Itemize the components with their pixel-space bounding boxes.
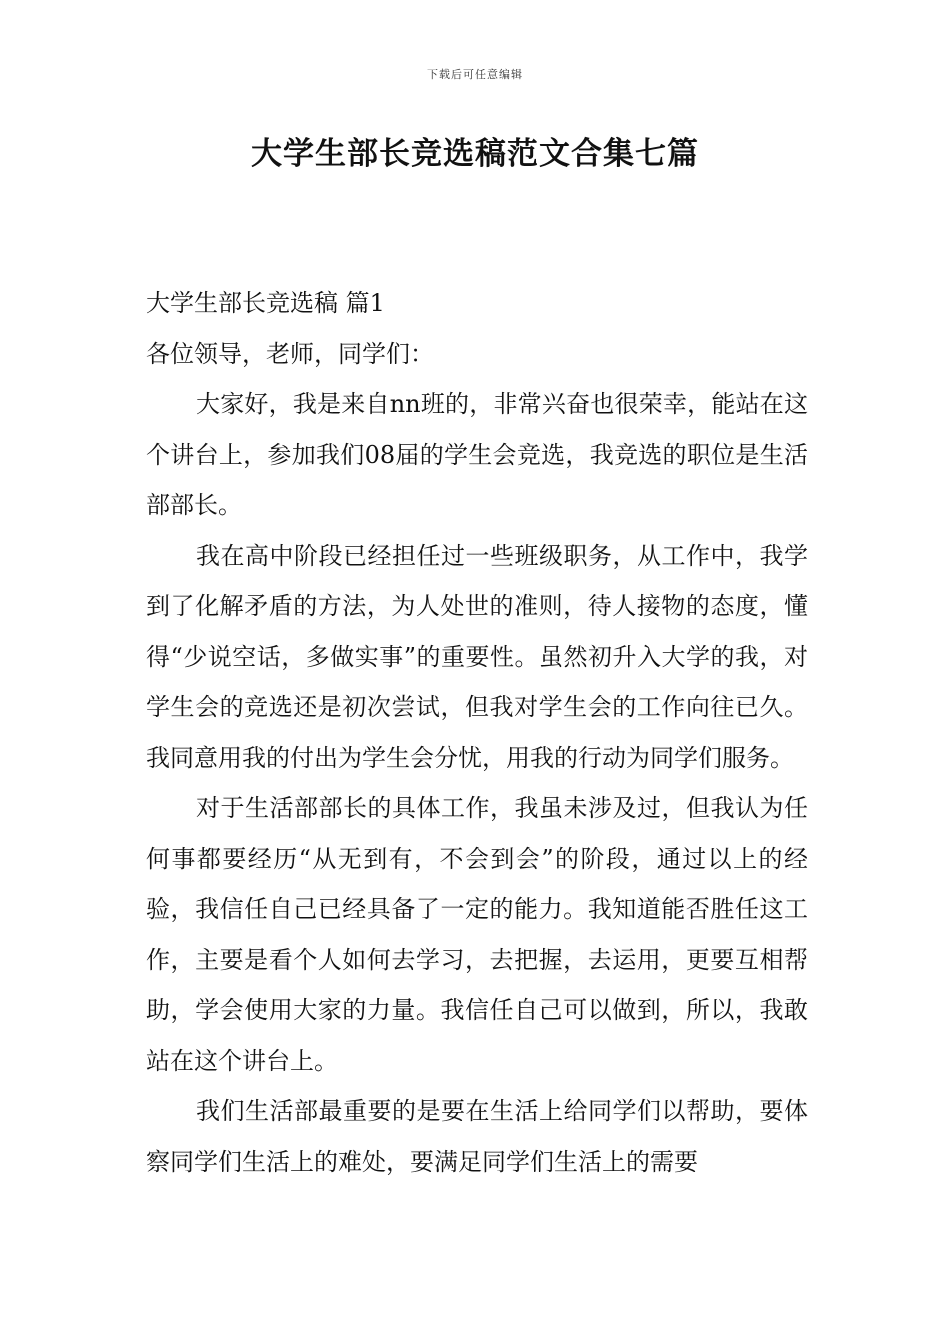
paragraph-2: 我在高中阶段已经担任过一些班级职务，从工作中，我学到了化解矛盾的方法，为人处世的准则，待人接物的态度，懂得“少说空话，多做实事”的重要性。虽然初升入大学的我，对学生会的竞选还是初次尝试，但我对学生会的工作向往已久。我同意用我的付出为学生会分忧，用我的行动为同学们服务。 [146,541,808,772]
paragraph-4: 我们生活部最重要的是要在生活上给同学们以帮助，要体察同学们生活上的难处，要满足同学们生活上的需要 [146,1097,808,1176]
paragraph-1: 大家好，我是来自nn班的，非常兴奋也很荣幸，能站在这个讲台上，参加我们08届的学生会竞选，我竞选的职位是生活部部长。 [146,390,808,519]
document-body [146,278,808,1187]
salutation: 各位领导，老师，同学们： [146,339,434,368]
section-heading: 大学生部长竞选稿 篇1 [146,289,385,317]
document-title: 大学生部长竞选稿范文合集七篇 [251,136,699,172]
header-note: 下载后可任意编辑 [427,68,523,81]
paragraph-3: 对于生活部部长的具体工作，我虽未涉及过，但我认为任何事都要经历“从无到有，不会到会”的阶段，通过以上的经验，我信任自己已经具备了一定的能力。我知道能否胜任这工作，主要是看个人如何去学习，去把握，去运用，更要互相帮助，学会使用大家的力量。我信任自己可以做到，所以，我敢站在这个讲台上。 [146,794,808,1075]
